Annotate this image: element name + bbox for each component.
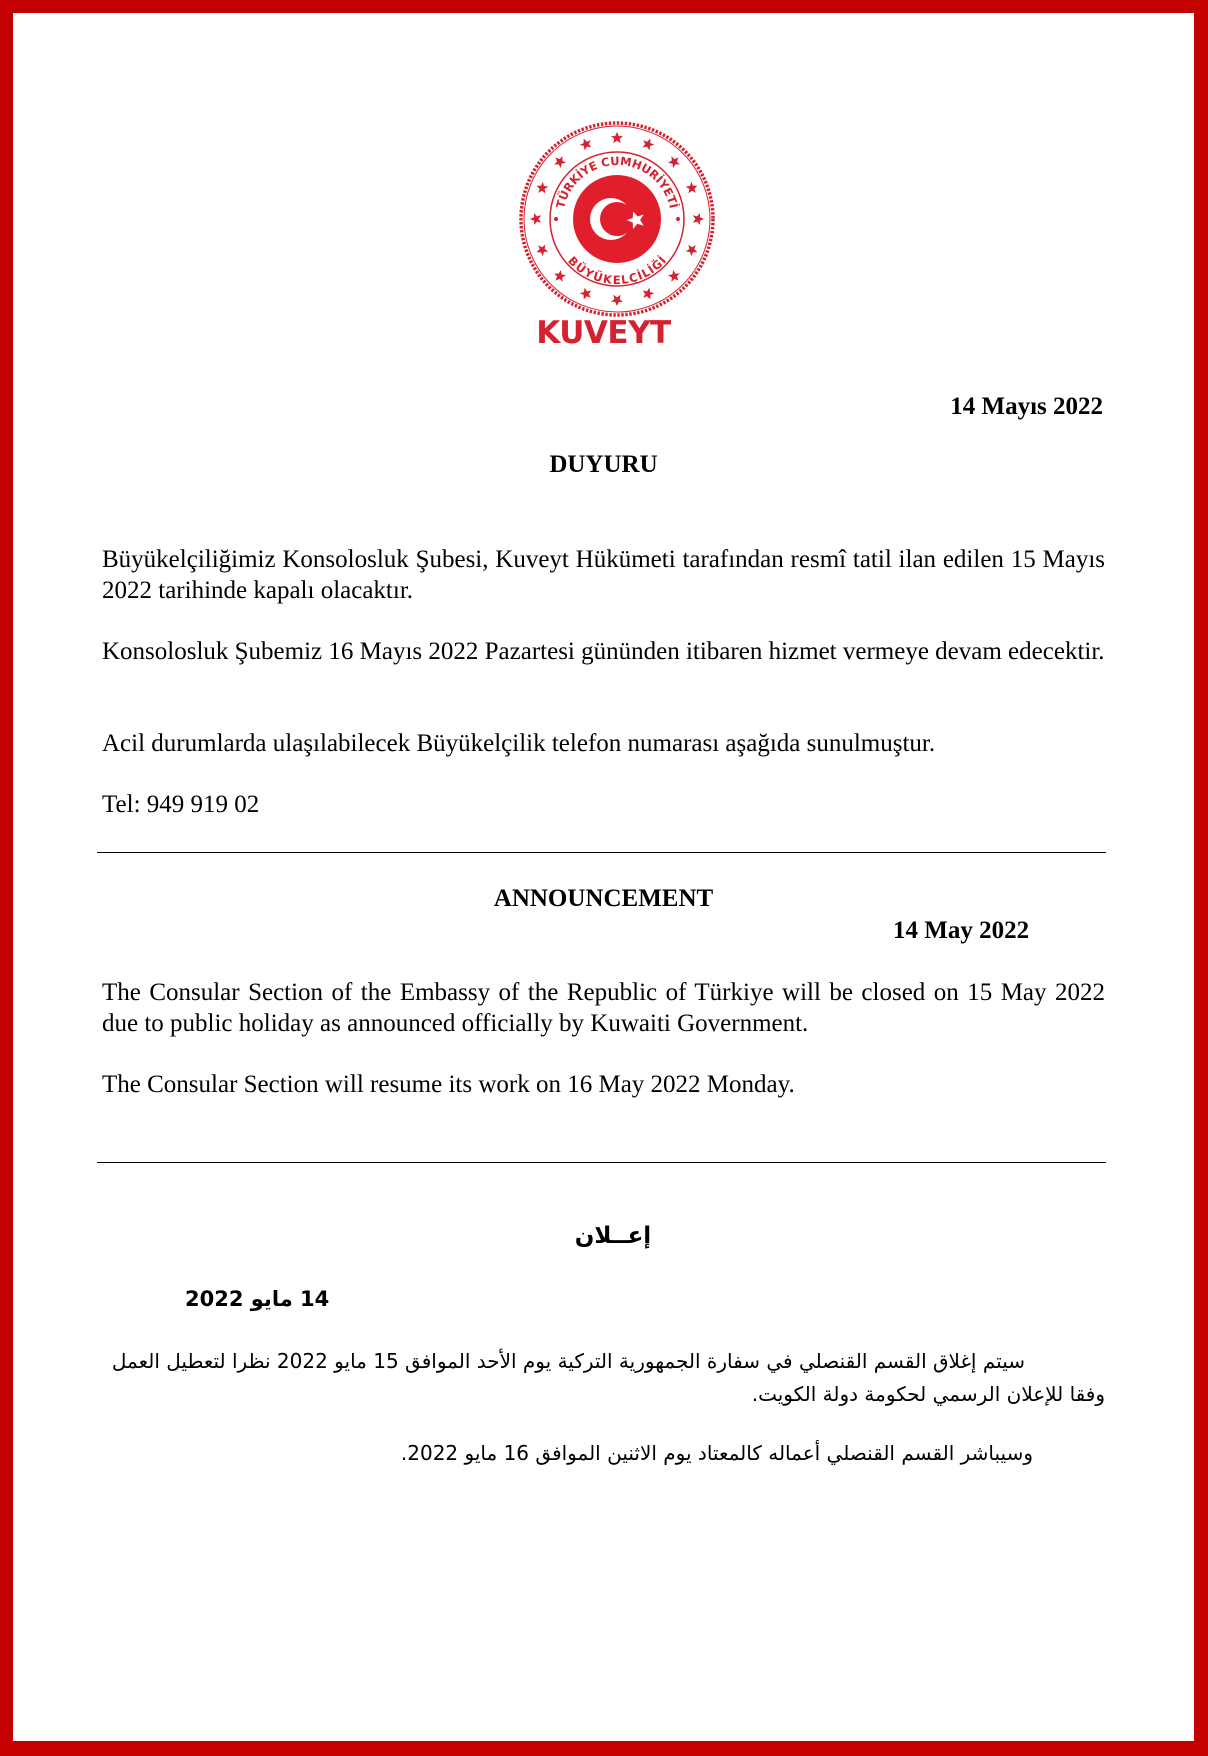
arabic-paragraph-2: وسيباشر القسم القنصلي أعماله كالمعتاد يوم الاثنين الموافق 16 مايو 2022. — [400, 1441, 1033, 1465]
english-paragraph-2: The Consular Section will resume its work on 16 May 2022 Monday. — [102, 1071, 795, 1098]
embassy-seal-logo — [515, 117, 719, 321]
english-paragraph-1: The Consular Section of the Embassy of the Republic of Türkiye will be closed on 15 May 2022 due to public holiday as announced officially by Kuwaiti Government. — [102, 979, 1105, 1037]
turkish-paragraph-3: Acil durumlarda ulaşılabilecek Büyükelçilik telefon numarası aşağıda sunulmuştur. — [102, 730, 936, 757]
seal-bottom-text: BÜYÜKELÇİLİĞİ — [565, 253, 669, 287]
turkish-title: DUYURU — [549, 451, 658, 478]
document-page — [13, 13, 1194, 1741]
turkish-date: 14 Mayıs 2022 — [950, 393, 1103, 420]
turkish-phone: Tel: 949 919 02 — [102, 791, 260, 818]
divider-2 — [97, 1162, 1106, 1163]
arabic-date: 14 مايو 2022 — [185, 1287, 330, 1311]
english-title: ANNOUNCEMENT — [493, 885, 714, 912]
arabic-title: إعــلان — [574, 1223, 652, 1249]
arabic-paragraph-1: سيتم إغلاق القسم القنصلي في سفارة الجمهورية التركية يوم الأحد الموافق 15 مايو 2022 نظرا لتعطيل العمل وفقا للإعلان الرسمي لحكومة دولة الكويت. — [111, 1349, 1105, 1406]
seal-top-text: TÜRKİYE CUMHURİYETİ — [553, 153, 681, 210]
turkish-paragraph-1: Büyükelçiliğimiz Konsolosluk Şubesi, Kuveyt Hükümeti tarafından resmî tatil ilan edilen 15 Mayıs 2022 tarihinde kapalı olacaktır. — [102, 546, 1105, 604]
english-date: 14 May 2022 — [893, 917, 1030, 944]
logo-city-name: KUVEYT — [536, 315, 671, 351]
divider-1 — [97, 852, 1106, 853]
turkish-paragraph-2: Konsolosluk Şubemiz 16 Mayıs 2022 Pazartesi gününden itibaren hizmet vermeye devam edecektir. — [102, 638, 1105, 665]
